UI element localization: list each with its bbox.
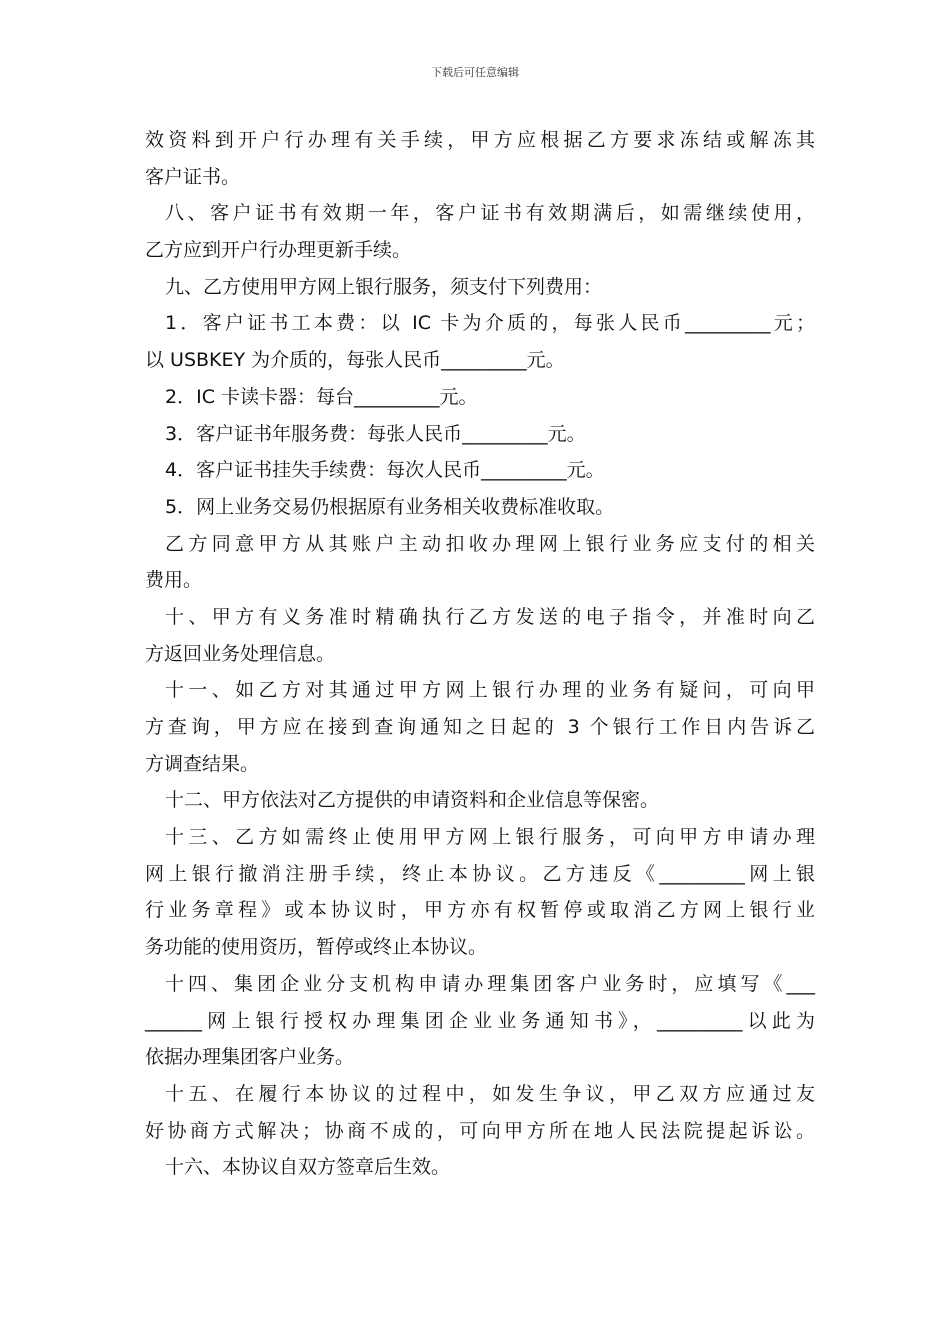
paragraph-line: ______网上银行授权办理集团企业业务通知书》，_________以此为 [145, 1009, 815, 1032]
paragraph-line: 十五、在履行本协议的过程中，如发生争议，甲乙双方应通过友 [165, 1082, 815, 1105]
paragraph-line: 效资料到开户行办理有关手续，甲方应根据乙方要求冻结或解冻其 [145, 129, 815, 151]
paragraph-line: 十一、如乙方对其通过甲方网上银行办理的业务有疑问，可向甲 [165, 679, 815, 702]
paragraph-line: 十三、乙方如需终止使用甲方网上银行服务，可向甲方申请办理 [165, 826, 815, 849]
paragraph-line: 客户证书。 [145, 165, 241, 188]
paragraph-line: 以 USBKEY 为介质的，每张人民币_________元。 [145, 349, 565, 372]
paragraph-line: 九、乙方使用甲方网上银行服务，须支付下列费用： [165, 275, 603, 298]
paragraph-line: 十二、甲方依法对乙方提供的申请资料和企业信息等保密。 [165, 789, 660, 812]
paragraph-line: 费用。 [145, 569, 203, 592]
document-body [145, 122, 815, 1186]
paragraph-line: 十四、集团企业分支机构申请办理集团客户业务时，应填写《___ [165, 972, 815, 995]
paragraph-line: 1．客户证书工本费：以 IC 卡为介质的，每张人民币_________元； [165, 312, 815, 335]
paragraph-line: 十六、本协议自双方签章后生效。 [165, 1156, 451, 1179]
paragraph-line: 乙方应到开户行办理更新手续。 [145, 239, 412, 262]
paragraph-line: 八、客户证书有效期一年，客户证书有效期满后，如需继续使用， [165, 202, 815, 225]
paragraph-line: 3．客户证书年服务费：每张人民币_________元。 [165, 422, 586, 445]
paragraph-line: 4．客户证书挂失手续费：每次人民币_________元。 [165, 459, 605, 482]
paragraph-line: 务功能的使用资历，暂停或终止本协议。 [145, 936, 488, 959]
paragraph-line: 行业务章程》或本协议时，甲方亦有权暂停或取消乙方网上银行业 [145, 899, 815, 922]
paragraph-line: 2．IC 卡读卡器：每台_________元。 [165, 385, 478, 408]
page-header: 下载后可任意编辑 [431, 66, 519, 79]
paragraph-line: 方调查结果。 [145, 752, 260, 775]
paragraph-line: 方返回业务处理信息。 [145, 642, 336, 665]
paragraph-line: 5．网上业务交易仍根据原有业务相关收费标准收取。 [165, 495, 615, 518]
paragraph-line: 方查询，甲方应在接到查询通知之日起的 3 个银行工作日内告诉乙 [145, 716, 815, 738]
paragraph-line: 网上银行撤消注册手续，终止本协议。乙方违反《_________网上银 [145, 862, 815, 885]
paragraph-line: 好协商方式解决；协商不成的，可向甲方所在地人民法院提起诉讼。 [145, 1119, 815, 1142]
paragraph-line: 十、甲方有义务准时精确执行乙方发送的电子指令，并准时向乙 [165, 605, 815, 628]
paragraph-line: 依据办理集团客户业务。 [145, 1046, 355, 1069]
paragraph-line: 乙方同意甲方从其账户主动扣收办理网上银行业务应支付的相关 [165, 532, 815, 555]
